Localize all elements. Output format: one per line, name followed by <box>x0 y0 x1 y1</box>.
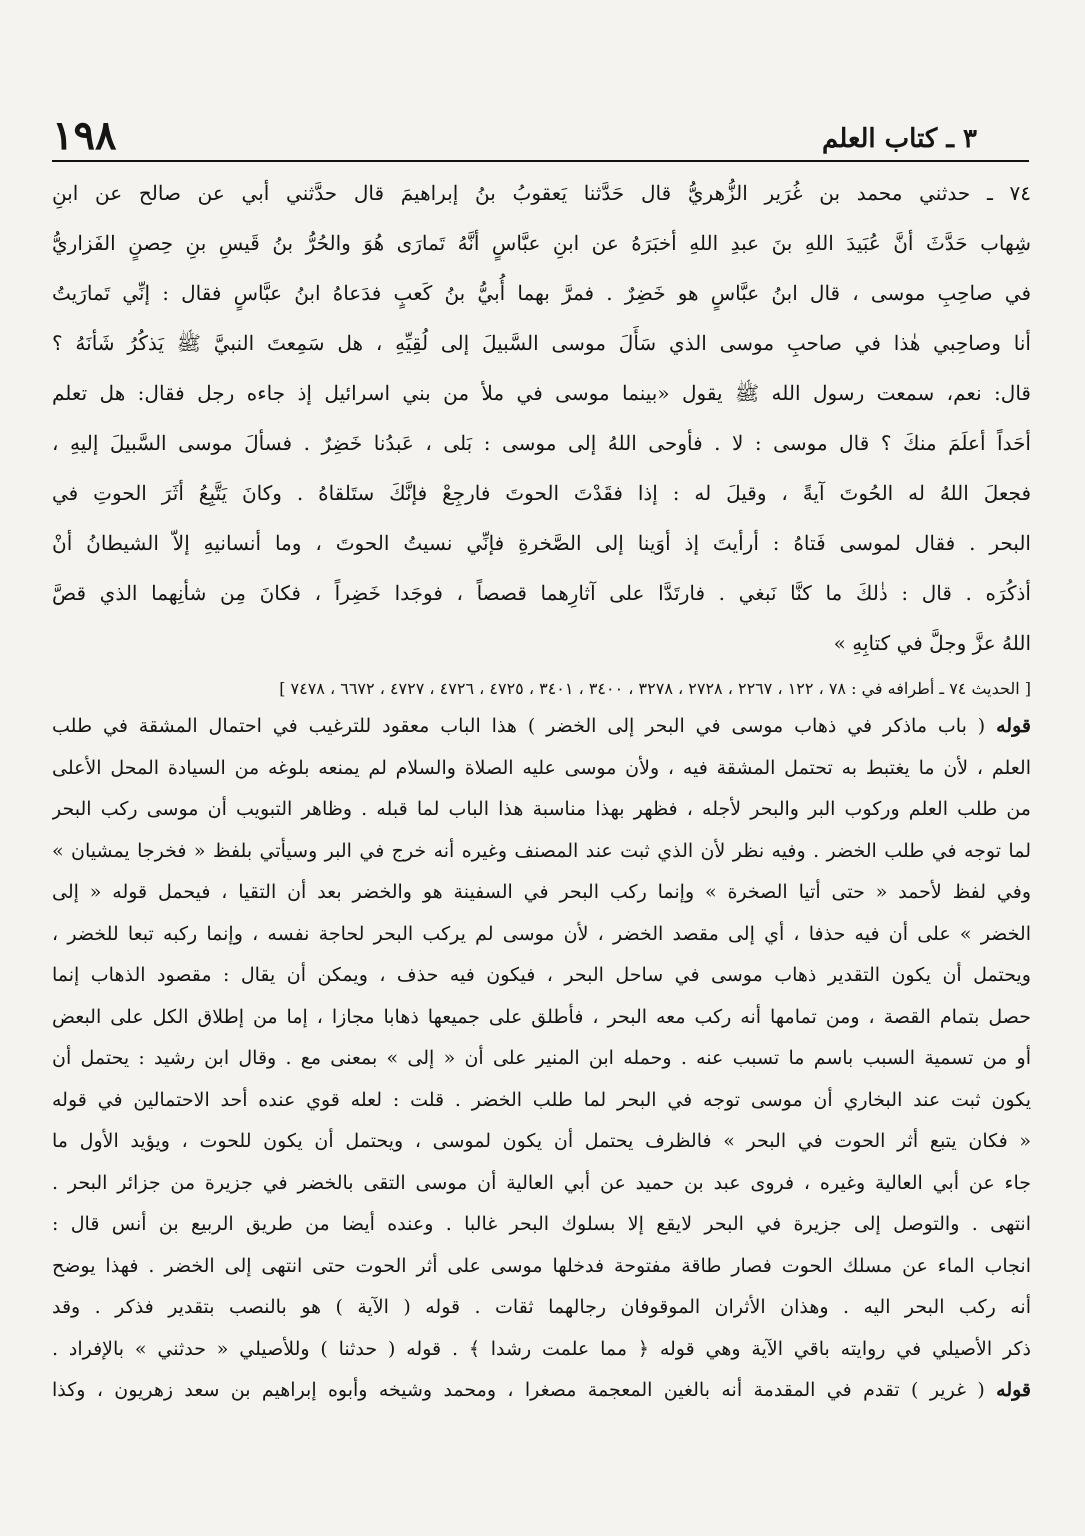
hadith-line: أذكُرَه . قال : ذٰلكَ ما كنَّا نَبغي . فارتَدَّا على آثارِهما قصصاً ، فوجَدا خَضِراً ، فكانَ مِن شأنِهما الذي قصَّ <box>52 581 1031 605</box>
page-header <box>52 108 977 159</box>
commentary-line: وفي لفظ لأحمد « حتى أتيا الصخرة » وإنما ركب البحر في السفينة هو والخضر بعد أن التقيا ، فيحمل قوله « إلى <box>52 881 1031 903</box>
commentary-line: من طلب العلم وركوب البر والبحر لأجله ، فظهر بهذا مناسبة هذا الباب لما قبله . وظاهر التبويب أن موسى ركب البحر <box>52 798 1031 820</box>
commentary-line: حصل بتمام القصة ، ومن تمامها أنه ركب معه البحر ، فأطلق على جميعها ذهابا مجازا ، إما من إطلاق الكل على البعض <box>52 1005 1031 1028</box>
hadith-line: ٧٤ ـ حدثني محمد بن غُرَير الزُّهريُّ قال حَدَّثنا يَعقوبُ بنُ إبراهيمَ قال حدَّثني أبي عن صالح عن ابنِ <box>52 181 1031 205</box>
hadith-line: البحر . فقال لموسى فَتاهُ : أرأيتَ إذ أوَينا إلى الصَّخرةِ فإنِّي نسيتُ الحوتَ ، وما أنسانيهِ إلاّ الشيطانُ أنْ <box>52 531 1031 555</box>
commentary-line: جاء عن أبي العالية وغيره ، فروى عبد بن حميد عن أبي العالية أن موسى التقى بالخضر في جزيرة من جزائر البحر . <box>52 1171 1031 1194</box>
hadith-references <box>52 672 1031 706</box>
commentary-line-text: ( غرير ) تقدم في المقدمة أنه بالغين المعجمة مصغرا ، ومحمد وشيخه وأبوه إبراهيم بن سعد زهريون ، وكذا <box>52 1379 985 1401</box>
chapter-title: ٣ ـ كتاب العلم <box>822 124 977 154</box>
hadith-line: في صاحِبِ موسى ، قال ابنُ عبَّاسٍ هو خَضِرٌ . فمرَّ بهما أُبيُّ بنُ كَعبٍ فدَعاهُ ابنُ عبَّاسٍ فقال : إنِّي تَمارَيتُ <box>52 281 1031 305</box>
header-rule <box>52 160 1029 162</box>
hadith-line: شِهاب حَدَّثَ أنَّ عُبَيدَ اللهِ بنَ عبدِ اللهِ أخبَرَهُ عن ابنِ عبَّاسٍ أنَّهُ تَمارَى هُوَ والحُرُّ بنُ قَيسِ بنِ حِصنٍ الفَزاريُّ <box>52 231 1031 255</box>
keyword-qawluh: قوله <box>996 715 1031 737</box>
page-body <box>52 168 1031 1412</box>
hadith-line: فجعلَ اللهُ له الحُوتَ آيةً ، وقيلَ له : إذا فقَدْتَ الحوتَ فارجِعْ فإنَّكَ ستَلقاهُ . وكانَ يَتَّبِعُ أثَرَ الحوتِ في <box>52 481 1031 505</box>
commentary-line: أنه ركب البحر اليه . وهذان الأثران الموقوفان رجالهما ثقات . قوله ( الآية ) هو بالنصب بتقدير فذكر . وقد <box>52 1296 1031 1318</box>
commentary-line: العلم ، لأن ما يغتبط به تحتمل المشقة فيه ، ولأن موسى عليه الصلاة والسلام لم يمنعه بلوغه من السيادة المحل الأعلى <box>52 756 1031 779</box>
hadith-text <box>52 168 1031 668</box>
hadith-line: أحَداً أعلَمَ منكَ ؟ قال موسى : لا . فأوحى اللهُ إلى موسى : بَلى ، عَبدُنا خَضِرٌ . فسألَ موسى السَّبيلَ إليهِ ، <box>52 431 1031 455</box>
commentary-line <box>52 706 1031 748</box>
commentary-line: أو من تسمية السبب باسم ما تسبب عنه . وحمله ابن المنير على أن « إلى » بمعنى مع . وقال ابن رشيد : يحتمل أن <box>52 1047 1031 1069</box>
page-number: ١٩٨ <box>52 112 117 159</box>
references-text: [ الحديث ٧٤ ـ أطرافه في : ٧٨ ، ١٢٢ ، ٢٢٦٧ ، ٢٧٢٨ ، ٣٢٧٨ ، ٣٤٠٠ ، ٣٤٠١ ، ٤٧٢٥ ، ٤٧٢٦ ، ٤٧٢٧ ، ٦٦٧٢ ، ٧٤٧٨ ] <box>279 679 1031 698</box>
commentary-text <box>52 706 1031 1412</box>
commentary-line: الخضر » على أن فيه حذفا ، أي إلى مقصد الخضر ، لأن موسى لم يركب البحر لحاجة نفسه ، وإنما ركبه تبعا للخضر ، <box>52 922 1031 945</box>
commentary-line-text: ( باب ماذكر في ذهاب موسى في البحر إلى الخضر ) هذا الباب معقود للترغيب في احتمال المشقة في طلب <box>52 715 986 737</box>
commentary-line: ذكر الأصيلي في روايته باقي الآية وهي قوله ﴿ مما علمت رشدا ﴾ . قوله ( حدثنا ) وللأصيلي « حدثني » بالإفراد . <box>52 1337 1031 1360</box>
hadith-line: قال: نعم، سمعت رسول الله ﷺ يقول «بينما موسى في ملأ من بني اسرائيل إذ جاءه رجل فقال: هل تعلم <box>52 381 1031 405</box>
hadith-line: أنا وصاحِبي هٰذا في صاحبِ موسى الذي سَأَلَ موسى السَّبيلَ إلى لُقِيِّهِ ، هل سَمِعتَ النبيَّ ﷺ يَذكُرُ شَأنَهُ ؟ <box>52 331 1031 355</box>
commentary-line: انجاب الماء عن مسلك الحوت فصار طاقة مفتوحة فدخلها موسى على أثر الحوت حتى انتهى إلى الخضر . فهذا يوضح <box>52 1254 1031 1277</box>
commentary-line: يكون ثبت عند البخاري أن موسى توجه في البحر لما طلب الخضر . قلت : لعله قوي عنده أحد الاحتمالين في قوله <box>52 1088 1031 1111</box>
commentary-line: انتهى . والتوصل إلى جزيرة في البحر لايقع إلا بسلوك البحر غالبا . وعنده أيضا من طريق الربيع بن أنس قال : <box>52 1213 1031 1235</box>
commentary-line: « فكان يتبع أثر الحوت في البحر » فالظرف يحتمل أن يكون لموسى ، ويحتمل أن يكون للحوت ، ويؤيد الأول ما <box>52 1130 1031 1152</box>
commentary-line <box>52 1370 1031 1412</box>
commentary-line: ويحتمل أن يكون التقدير ذهاب موسى في ساحل البحر ، فيكون فيه حذف ، ويمكن أن يقال : مقصود الذهاب إنما <box>52 964 1031 986</box>
commentary-line: لما توجه في طلب الخضر . وفيه نظر لأن الذي ثبت عند المصنف وغيره أنه خرج في البر وسيأتي بلفظ « فخرجا يمشيان » <box>52 839 1031 862</box>
keyword-qawluh: قوله <box>996 1379 1031 1401</box>
hadith-line: اللهُ عزَّ وجلَّ في كتابِهِ » <box>833 631 1031 655</box>
